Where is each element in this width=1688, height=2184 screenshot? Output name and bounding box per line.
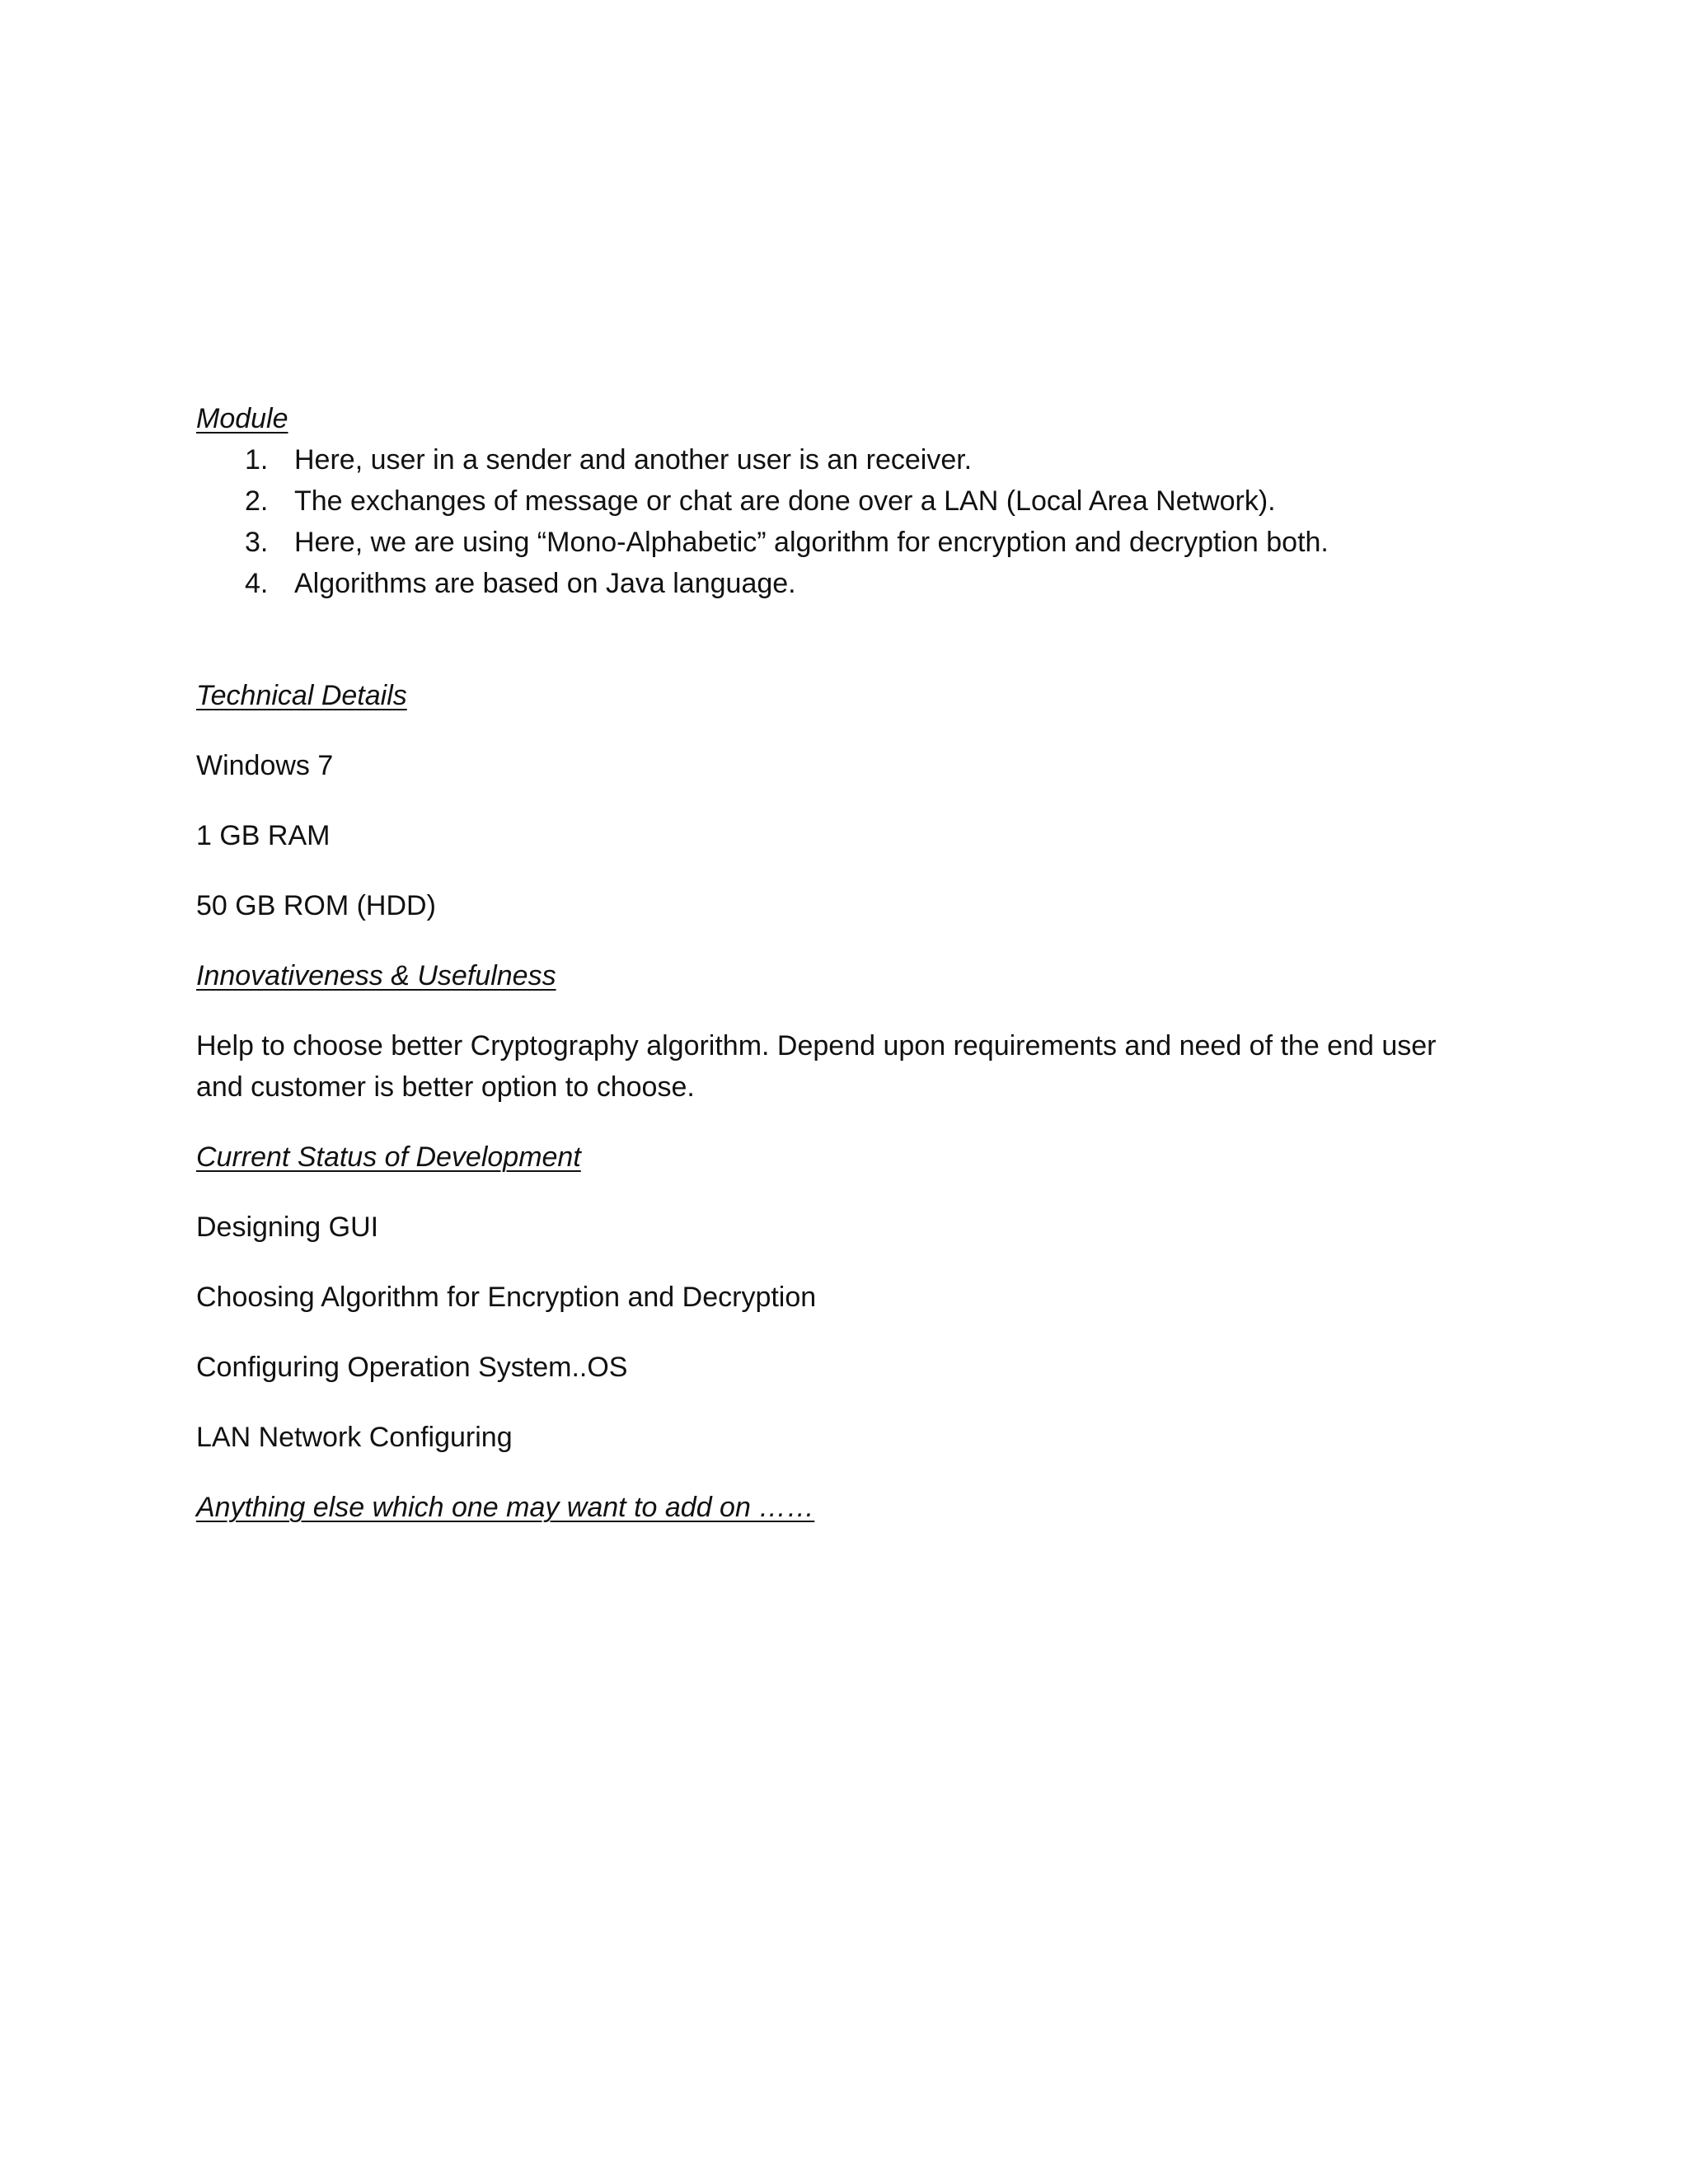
list-item xyxy=(196,439,1498,480)
closing-heading: Anything else which one may want to add on …… xyxy=(196,1492,815,1523)
innovativeness-heading: Innovativeness & Usefulness xyxy=(196,960,556,991)
list-item-number: 1. xyxy=(245,444,269,476)
list-item xyxy=(196,563,1498,604)
technical-line-os: Windows 7 xyxy=(196,750,334,781)
innovativeness-line-2: and customer is better option to choose. xyxy=(196,1071,695,1103)
list-item xyxy=(196,480,1498,522)
technical-details-heading: Technical Details xyxy=(196,680,407,711)
document-body xyxy=(196,398,1498,1528)
list-item-number: 2. xyxy=(245,485,269,517)
module-list xyxy=(196,439,1498,604)
list-item xyxy=(196,522,1498,563)
status-line-algorithm: Choosing Algorithm for Encryption and Decryption xyxy=(196,1282,817,1313)
list-item-number: 4. xyxy=(245,568,269,599)
status-line-os: Configuring Operation System..OS xyxy=(196,1352,628,1383)
technical-line-ram: 1 GB RAM xyxy=(196,820,331,851)
list-item-text: Here, we are using “Mono-Alphabetic” algorithm for encryption and decryption both. xyxy=(294,527,1329,558)
module-heading: Module xyxy=(196,403,288,434)
list-item-text: The exchanges of message or chat are done over a LAN (Local Area Network). xyxy=(294,485,1276,517)
status-line-gui: Designing GUI xyxy=(196,1212,379,1243)
status-line-lan: LAN Network Configuring xyxy=(196,1422,513,1453)
list-item-text: Here, user in a sender and another user is an receiver. xyxy=(294,444,973,476)
list-item-text: Algorithms are based on Java language. xyxy=(294,568,796,599)
technical-line-storage: 50 GB ROM (HDD) xyxy=(196,890,436,921)
status-heading: Current Status of Development xyxy=(196,1141,581,1173)
list-item-number: 3. xyxy=(245,527,269,558)
innovativeness-line-1: Help to choose better Cryptography algorithm. Depend upon requirements and need of the end user xyxy=(196,1030,1437,1062)
